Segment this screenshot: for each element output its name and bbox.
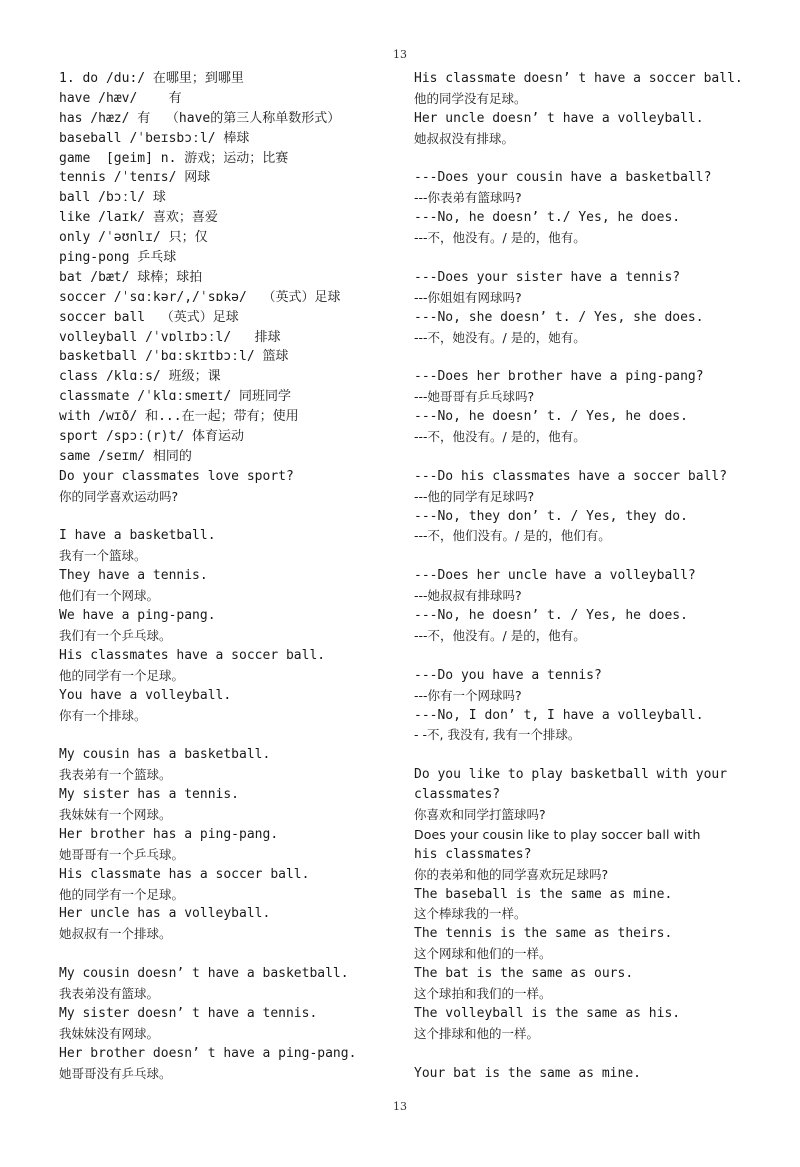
- blank-line: [59, 944, 399, 964]
- text-line: like /laɪk/ 喜欢；喜爱: [59, 210, 218, 226]
- text-line: ---Does her brother have a ping-pang?: [414, 369, 704, 385]
- chinese-text-line: ---她叔叔有排球吗?: [414, 588, 522, 604]
- chinese-text-line: ---不，他没有。/ 是的，他有。: [414, 230, 586, 246]
- chinese-text-line: 他们有一个网球。: [59, 588, 160, 604]
- chinese-text-line: 我表弟有一个篮球。: [59, 767, 172, 783]
- text-line: We have a ping-pang.: [59, 608, 216, 624]
- text-line: ---Do you have a tennis?: [414, 667, 602, 683]
- text-line: bat /bæt/ 球棒；球拍: [59, 269, 203, 285]
- chinese-text-line: 他的同学有一个足球。: [59, 667, 185, 683]
- chinese-text-line: ---你有一个网球吗?: [414, 687, 522, 703]
- text-line: My sister doesn’ t have a tennis.: [59, 1005, 318, 1021]
- text-line: Her uncle has a volleyball.: [59, 906, 271, 922]
- chinese-text-line: ---不，他没有。/ 是的，他有。: [414, 429, 586, 445]
- text-line: ---No, he doesn’ t./ Yes, he does.: [414, 210, 681, 226]
- blank-line: [414, 1044, 759, 1064]
- text-line: Her uncle doesn’ t have a volleyball.: [414, 110, 704, 126]
- chinese-text-line: 你喜欢和同学打篮球吗?: [414, 806, 546, 822]
- text-line: The volleyball is the same as his.: [414, 1005, 681, 1021]
- text-line: ---Do his classmates have a soccer ball?: [414, 468, 728, 484]
- page-number-top: 13: [393, 48, 407, 61]
- blank-line: [414, 447, 759, 467]
- text-line: same /seɪm/ 相同的: [59, 448, 192, 464]
- text-line: ---Does your sister have a tennis?: [414, 269, 681, 285]
- chinese-text-line: 他的同学没有足球。: [414, 90, 527, 106]
- text-line: Her brother doesn’ t have a ping-pang.: [59, 1045, 357, 1061]
- right-column: [414, 69, 759, 1083]
- text-line: ---Does your cousin have a basketball?: [414, 170, 712, 186]
- text-line: Does your cousin like to play soccer ball with: [414, 826, 701, 842]
- text-line: Do your classmates love sport?: [59, 468, 294, 484]
- chinese-text-line: 我们有一个乒乓球。: [59, 627, 172, 643]
- blank-line: [414, 646, 759, 666]
- blank-line: [59, 507, 399, 527]
- text-line: ---No, he doesn’ t. / Yes, he does.: [414, 409, 688, 425]
- text-line: ---No, she doesn’ t. / Yes, she does.: [414, 309, 704, 325]
- chinese-text-line: 我表弟没有篮球。: [59, 985, 160, 1001]
- chinese-text-line: 她叔叔有一个排球。: [59, 926, 172, 942]
- text-line: My sister has a tennis.: [59, 787, 240, 803]
- left-column: [59, 69, 399, 1083]
- blank-line: [414, 248, 759, 268]
- chinese-text-line: 我妹妹有一个网球。: [59, 806, 172, 822]
- chinese-text-line: 她叔叔没有排球。: [414, 130, 515, 146]
- text-line: His classmates have a soccer ball.: [59, 647, 326, 663]
- chinese-text-line: ---不，他们没有。/ 是的，他们有。: [414, 528, 611, 544]
- text-line: soccer /ˈsɑːkər/,/ˈsɒkə/ （英式）足球: [59, 289, 341, 305]
- blank-line: [414, 347, 759, 367]
- chinese-text-line: ---你姐姐有网球吗?: [414, 289, 522, 305]
- text-line: classmate /ˈklɑːsmeɪt/ 同班同学: [59, 389, 292, 405]
- text-line: The baseball is the same as mine.: [414, 886, 673, 902]
- chinese-text-line: 这个球拍和我们的一样。: [414, 985, 552, 1001]
- chinese-text-line: ---不，他没有。/ 是的，他有。: [414, 627, 586, 643]
- text-line: They have a tennis.: [59, 568, 208, 584]
- text-line: ---No, they don’ t. / Yes, they do.: [414, 508, 688, 524]
- text-line: Her brother has a ping-pang.: [59, 826, 279, 842]
- blank-line: [414, 546, 759, 566]
- text-line: His classmate doesn’ t have a soccer ball.: [414, 71, 743, 86]
- text-line: The bat is the same as ours.: [414, 966, 634, 982]
- text-line: have /hæv/ 有: [59, 90, 182, 106]
- text-line: with /wɪð/ 和...在一起；带有；使用: [59, 409, 299, 425]
- text-line: only /ˈəʊnlɪ/ 只；仅: [59, 230, 208, 246]
- text-line: ping-pong 乒乓球: [59, 250, 177, 266]
- chinese-text-line: 这个排球和他的一样。: [414, 1025, 540, 1041]
- page-number-bottom: 13: [393, 1100, 407, 1113]
- chinese-text-line: ---你表弟有篮球吗?: [414, 190, 522, 206]
- chinese-text-line: 我妹妹没有网球。: [59, 1025, 160, 1041]
- chinese-text-line: 她哥哥没有乒乓球。: [59, 1065, 172, 1081]
- chinese-text-line: 他的同学有一个足球。: [59, 886, 185, 902]
- text-line: ---No, he doesn’ t. / Yes, he does.: [414, 608, 688, 624]
- text-line: ---Does her uncle have a volleyball?: [414, 568, 696, 584]
- text-line: game [geim] n. 游戏；运动；比赛: [59, 150, 289, 166]
- chinese-text-line: 这个棒球我的一样。: [414, 906, 527, 922]
- text-line: 1. do /du:/ 在哪里；到哪里: [59, 71, 244, 86]
- text-line: basketball /ˈbɑːskɪtbɔːl/ 篮球: [59, 349, 289, 365]
- chinese-text-line: 这个网球和他们的一样。: [414, 946, 552, 962]
- text-line: class /klɑːs/ 班级；课: [59, 369, 221, 385]
- text-line: My cousin has a basketball.: [59, 747, 271, 763]
- chinese-text-line: ---他的同学有足球吗?: [414, 488, 535, 504]
- text-line: My cousin doesn’ t have a basketball.: [59, 966, 349, 982]
- text-line: his classmates?: [414, 846, 532, 862]
- text-line: has /hæz/ 有 （have的第三人称单数形式）: [59, 110, 341, 126]
- text-line: His classmate has a soccer ball.: [59, 866, 310, 882]
- text-line: sport /spɔː(r)t/ 体育运动: [59, 429, 245, 445]
- chinese-text-line: 她哥哥有一个乒乓球。: [59, 846, 185, 862]
- blank-line: [414, 149, 759, 169]
- text-line: soccer ball （英式）足球: [59, 309, 239, 325]
- text-line: Do you like to play basketball with your: [414, 767, 728, 783]
- chinese-text-line: 你有一个排球。: [59, 707, 147, 723]
- text-line: I have a basketball.: [59, 528, 216, 544]
- blank-line: [414, 745, 759, 765]
- text-line: The tennis is the same as theirs.: [414, 926, 673, 942]
- text-line: You have a volleyball.: [59, 687, 232, 703]
- chinese-text-line: - -不, 我没有, 我有一个排球。: [414, 727, 581, 743]
- text-line: baseball /ˈbeɪsbɔːl/ 棒球: [59, 130, 250, 146]
- chinese-text-line: 你的表弟和他的同学喜欢玩足球吗?: [414, 866, 609, 882]
- blank-line: [59, 725, 399, 745]
- chinese-text-line: 我有一个篮球。: [59, 548, 147, 564]
- text-line: classmates?: [414, 787, 501, 803]
- text-line: ---No, I don’ t, I have a volleyball.: [414, 707, 704, 723]
- chinese-text-line: ---不，她没有。/ 是的，她有。: [414, 329, 586, 345]
- chinese-text-line: 你的同学喜欢运动吗?: [59, 488, 179, 504]
- text-line: tennis /ˈtenɪs/ 网球: [59, 170, 211, 186]
- text-line: Your bat is the same as mine.: [414, 1065, 641, 1081]
- chinese-text-line: ---她哥哥有乒乓球吗?: [414, 389, 535, 405]
- text-line: volleyball /ˈvɒlɪbɔːl/ 排球: [59, 329, 281, 345]
- text-line: ball /bɔːl/ 球: [59, 190, 166, 206]
